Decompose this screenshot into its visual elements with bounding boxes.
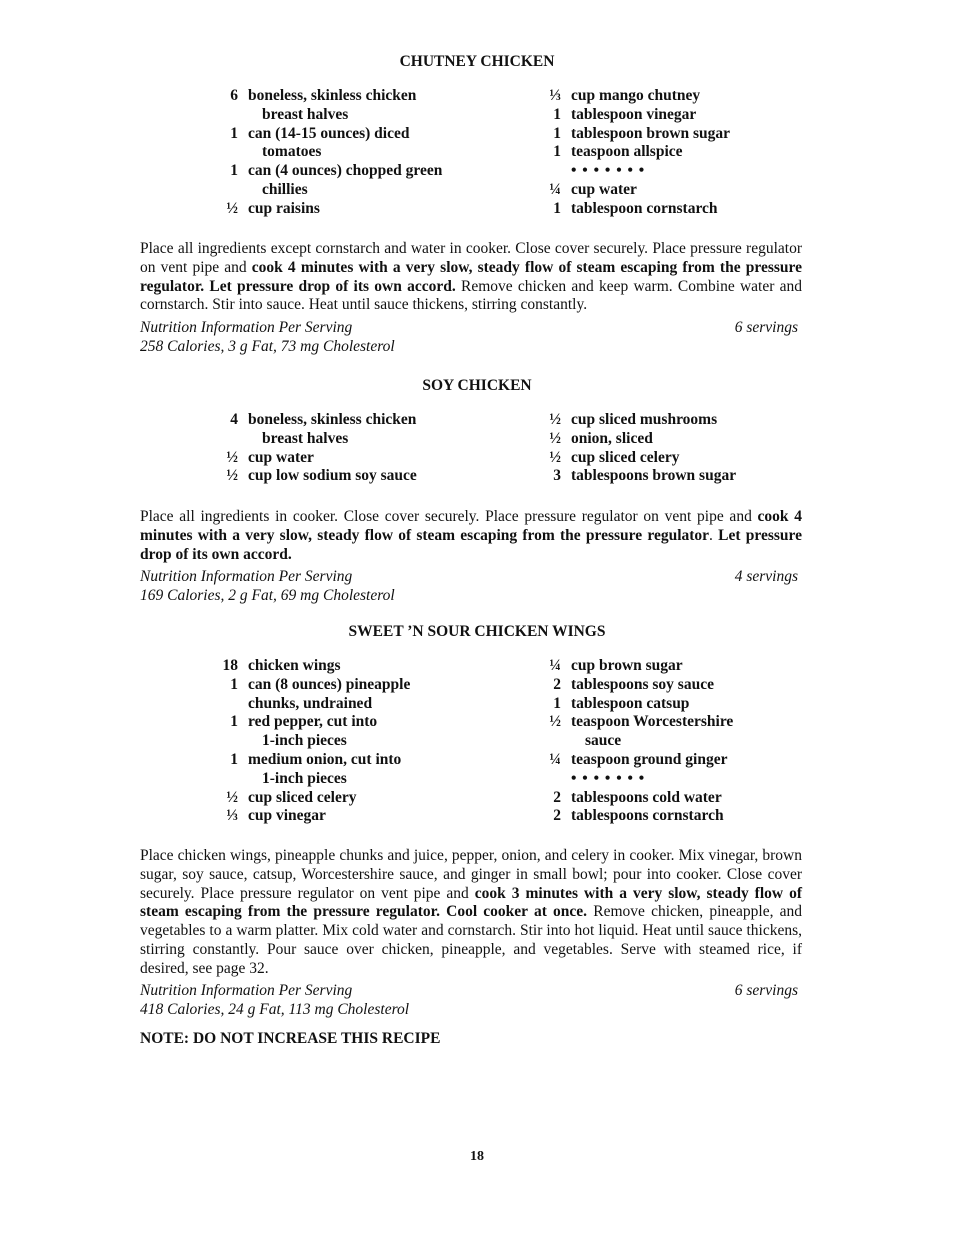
- ingredient-item: [208, 676, 410, 714]
- ingredient-quantity: 1: [553, 143, 561, 161]
- ingredient-item: [531, 200, 730, 219]
- ingredient-item: [208, 87, 442, 125]
- ingredient-quantity: ½: [549, 411, 561, 428]
- ingredient-item: [208, 162, 442, 200]
- ingredient-text: can (14-15 ounces) diced tomatoes: [248, 124, 410, 161]
- ingredient-quantity: [531, 162, 561, 181]
- nutrition-info: [140, 568, 798, 606]
- instruction-text: Remove chicken, pineapple, and vegetables to a warm platter. Mix cold water and cornstarch. Stir into hot liquid. Heat until sauce thickens, stirring constantly. Pour sauce over chicken, pineapple, and vegetables. Serve with steamed rice, if desired, see page 32.: [140, 903, 802, 977]
- ingredient-text: tablespoon catsup: [571, 694, 690, 712]
- ingredient-text: tablespoon vinegar: [571, 105, 697, 123]
- ingredient-text: onion, sliced: [571, 429, 653, 447]
- ingredient-quantity: ⅓: [226, 807, 238, 825]
- instruction-emphasis: cook 4 minutes with a very slow, steady flow of steam escaping from the pressure regulator: [140, 508, 802, 544]
- ingredient-text: teaspoon ground ginger: [571, 750, 728, 768]
- ingredient-item: [208, 449, 417, 468]
- ingredient-text: red pepper, cut into 1-inch pieces: [248, 713, 378, 750]
- ingredient-item: [208, 467, 417, 486]
- instruction-text: Place chicken wings, pineapple chunks and juice, pepper, onion, and celery in cooker. Mix vinegar, brown sugar, soy sauce, catsup, Worcestershire sauce, and ginger in small bowl; pour into cooker. Close cover securely. Place pressure regulator on vent pipe and: [140, 847, 802, 902]
- ingredients-left: [208, 87, 442, 219]
- ingredient-quantity: ½: [549, 448, 561, 466]
- instruction-emphasis: cook 3 minutes with a very slow, steady flow of steam escaping from the pressure regulator. Cool cooker at once.: [140, 884, 802, 921]
- ingredient-quantity: 1: [553, 105, 561, 123]
- ingredient-quantity: 1: [230, 124, 238, 142]
- nutrition-info: [140, 319, 798, 357]
- ingredient-quantity: 1: [553, 124, 561, 142]
- ingredient-text: boneless, skinless chicken breast halves: [248, 87, 417, 123]
- ingredient-text: cup brown sugar: [571, 657, 683, 674]
- ingredient-item: [208, 713, 410, 751]
- separator-dots: • • • • • • •: [571, 162, 646, 180]
- ingredient-quantity: 1: [230, 675, 238, 693]
- ingredient-item: [531, 411, 736, 430]
- ingredient-text: medium onion, cut into 1-inch pieces: [248, 750, 402, 787]
- ingredient-quantity: 1: [230, 750, 238, 768]
- ingredient-item: [531, 657, 733, 676]
- ingredient-text: tablespoons cornstarch: [571, 807, 724, 825]
- ingredient-quantity: 18: [222, 657, 238, 674]
- ingredient-item: [531, 770, 733, 789]
- ingredient-text: tablespoon cornstarch: [571, 199, 718, 217]
- recipe-title: CHUTNEY CHICKEN: [399, 53, 555, 70]
- ingredient-text: tablespoons soy sauce: [571, 675, 714, 693]
- instruction-emphasis: Let pressure drop of its own accord.: [140, 526, 802, 563]
- ingredient-item: [531, 789, 733, 808]
- ingredient-item: [531, 430, 736, 449]
- ingredient-item: [208, 200, 442, 219]
- ingredient-item: [531, 695, 733, 714]
- ingredient-item: [208, 807, 410, 826]
- ingredient-text: can (4 ounces) chopped green chillies: [248, 162, 443, 198]
- ingredient-item: [531, 125, 730, 144]
- ingredient-text: boneless, skinless chicken breast halves: [248, 411, 417, 447]
- instruction-text: Place all ingredients except cornstarch and water in cooker. Close cover securely. Place pressure regulator on vent pipe and: [140, 240, 802, 276]
- ingredient-quantity: ½: [226, 199, 238, 217]
- page-number: 18: [470, 1149, 484, 1164]
- nutrition-info: [140, 982, 798, 1020]
- ingredient-quantity: 1: [553, 199, 561, 217]
- ingredients-right: [531, 657, 733, 826]
- ingredient-text: tablespoons cold water: [571, 788, 722, 806]
- ingredient-item: [531, 106, 730, 125]
- ingredient-quantity: 2: [553, 807, 561, 825]
- instruction-emphasis: cook 4 minutes with a very slow, steady flow of steam escaping from the pressure regulator. Let pressure drop of its own accord.: [140, 258, 802, 295]
- ingredient-quantity: ¼: [549, 750, 561, 768]
- ingredient-quantity: ½: [549, 429, 561, 447]
- ingredient-quantity: ½: [226, 467, 238, 485]
- ingredient-quantity: 3: [553, 467, 561, 485]
- ingredient-text: teaspoon allspice: [571, 143, 683, 161]
- instruction-text: .: [709, 526, 719, 544]
- ingredient-item: [208, 751, 410, 789]
- ingredient-text: teaspoon Worcestershire sauce: [571, 713, 734, 750]
- nutrition-values: 258 Calories, 3 g Fat, 73 mg Cholesterol: [140, 337, 395, 355]
- instructions: [140, 847, 802, 979]
- instruction-text: Remove chicken and keep warm. Combine water and cornstarch. Stir into sauce. Heat until sauce thickens, stirring constantly.: [140, 277, 802, 314]
- ingredient-item: [531, 449, 736, 468]
- ingredient-item: [208, 411, 417, 449]
- ingredients-right: [531, 411, 736, 486]
- ingredient-item: [531, 87, 730, 106]
- servings: 4 servings: [734, 568, 798, 585]
- ingredient-quantity: 2: [553, 675, 561, 693]
- ingredient-text: cup sliced celery: [248, 788, 357, 806]
- ingredient-quantity: [531, 770, 561, 789]
- ingredients-left: [208, 411, 417, 486]
- ingredient-text: cup sliced mushrooms: [571, 411, 718, 428]
- ingredient-text: cup water: [248, 448, 314, 466]
- ingredient-item: [531, 676, 733, 695]
- ingredient-item: [531, 181, 730, 200]
- ingredient-item: [208, 789, 410, 808]
- recipe-title: SOY CHICKEN: [422, 377, 532, 394]
- nutrition-label: Nutrition Information Per Serving: [140, 568, 353, 585]
- ingredient-quantity: 1: [230, 713, 238, 731]
- ingredient-item: [531, 751, 733, 770]
- ingredient-text: tablespoons brown sugar: [571, 467, 737, 485]
- ingredient-item: [531, 467, 736, 486]
- ingredient-quantity: ½: [226, 788, 238, 806]
- nutrition-label: Nutrition Information Per Serving: [140, 319, 353, 336]
- ingredient-quantity: 2: [553, 788, 561, 806]
- ingredient-quantity: 1: [553, 694, 561, 712]
- ingredient-quantity: 4: [230, 411, 238, 428]
- ingredient-quantity: ¼: [549, 657, 561, 674]
- ingredient-text: cup low sodium soy sauce: [248, 467, 417, 485]
- ingredients-left: [208, 657, 410, 826]
- instructions: [140, 508, 802, 564]
- recipe-note: NOTE: DO NOT INCREASE THIS RECIPE: [140, 1030, 441, 1047]
- ingredient-item: [531, 162, 730, 181]
- instructions: [140, 240, 802, 315]
- ingredient-quantity: ½: [226, 448, 238, 466]
- ingredient-text: cup mango chutney: [571, 87, 701, 104]
- separator-dots: • • • • • • •: [571, 769, 646, 787]
- nutrition-values: 418 Calories, 24 g Fat, 113 mg Cholesterol: [140, 1000, 410, 1018]
- ingredient-text: cup vinegar: [248, 807, 326, 825]
- ingredient-quantity: ¼: [549, 180, 561, 198]
- ingredient-text: cup water: [571, 180, 637, 198]
- ingredient-item: [531, 807, 733, 826]
- recipe-title: SWEET ’N SOUR CHICKEN WINGS: [348, 623, 606, 640]
- ingredient-text: cup sliced celery: [571, 448, 680, 466]
- ingredient-item: [531, 713, 733, 751]
- ingredient-item: [531, 143, 730, 162]
- instruction-text: Place all ingredients in cooker. Close cover securely. Place pressure regulator on vent pipe and: [140, 508, 758, 525]
- ingredient-quantity: 6: [230, 87, 238, 104]
- servings: 6 servings: [734, 319, 798, 336]
- ingredient-quantity: ⅓: [549, 87, 561, 104]
- ingredient-quantity: 1: [230, 162, 238, 180]
- nutrition-values: 169 Calories, 2 g Fat, 69 mg Cholesterol: [140, 586, 395, 604]
- ingredient-item: [208, 657, 410, 676]
- ingredient-quantity: ½: [549, 713, 561, 731]
- ingredient-text: can (8 ounces) pineapple chunks, undrained: [248, 675, 411, 712]
- ingredient-text: tablespoon brown sugar: [571, 124, 731, 142]
- nutrition-label: Nutrition Information Per Serving: [140, 982, 353, 999]
- ingredient-item: [208, 125, 442, 163]
- ingredient-text: cup raisins: [248, 199, 320, 217]
- ingredient-text: chicken wings: [248, 657, 341, 674]
- servings: 6 servings: [734, 982, 798, 999]
- ingredients-right: [531, 87, 730, 219]
